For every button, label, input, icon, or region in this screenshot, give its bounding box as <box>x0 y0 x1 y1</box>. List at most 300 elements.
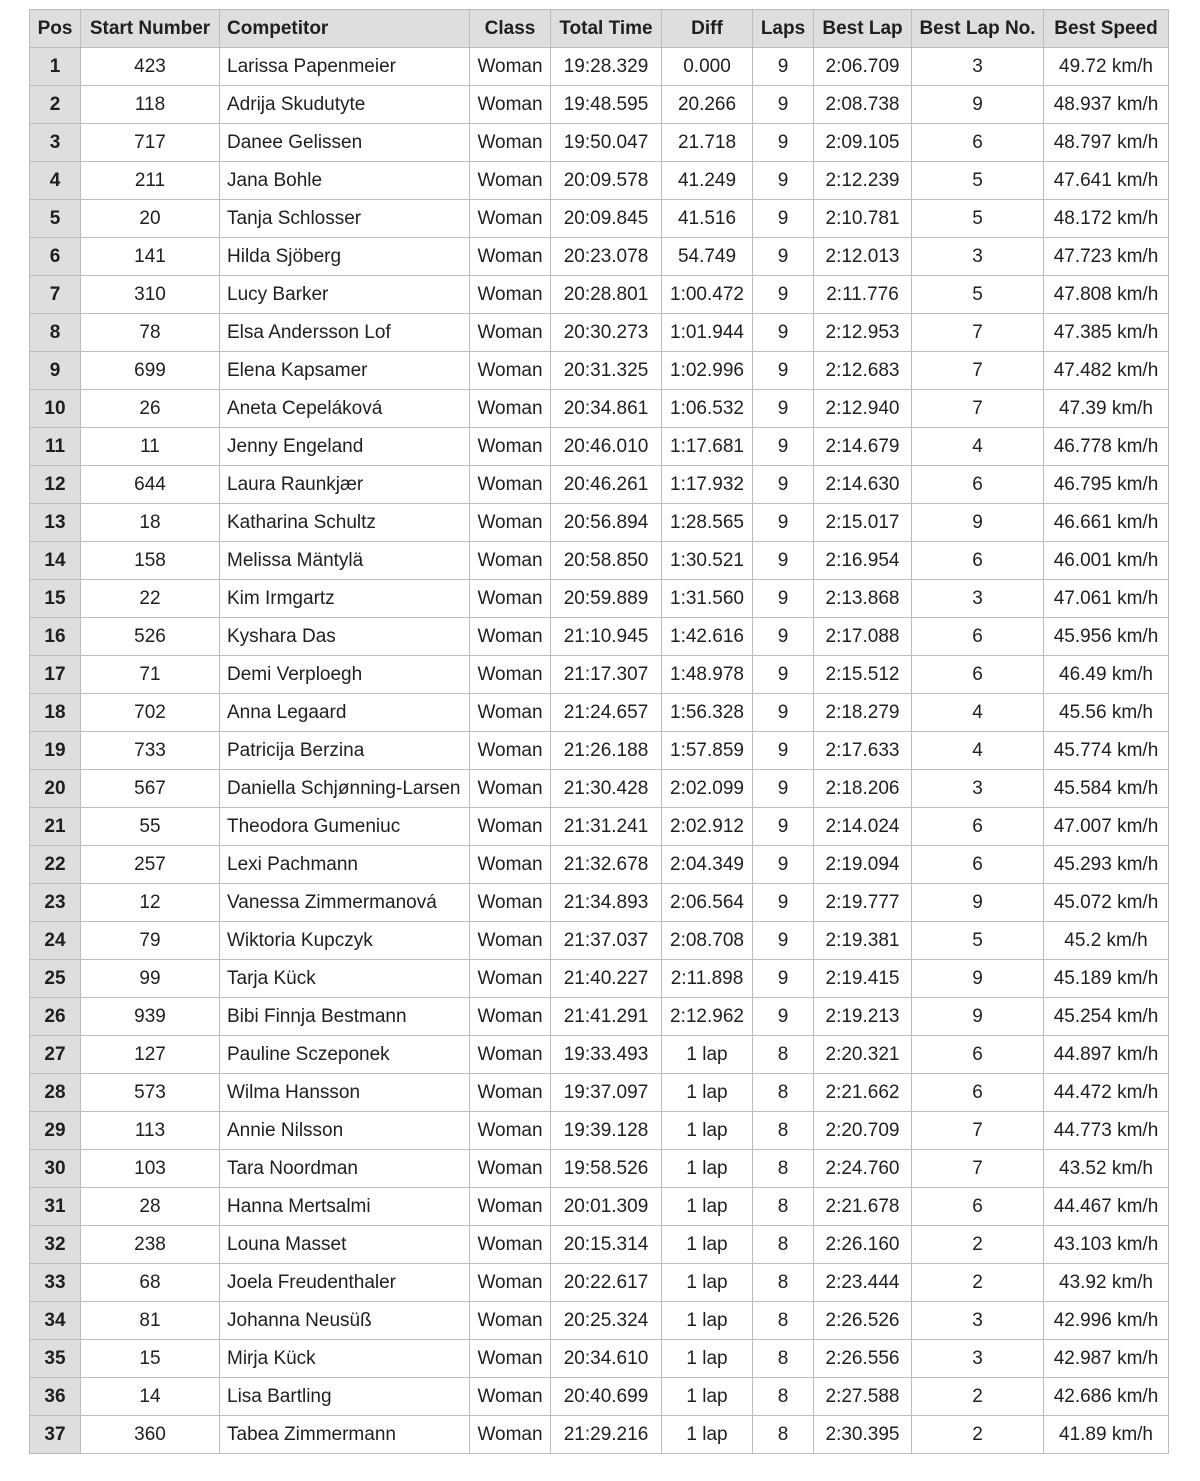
cell-competitor: Tanja Schlosser <box>220 200 470 238</box>
cell-diff: 2:12.962 <box>662 998 753 1036</box>
cell-best-lap: 2:26.526 <box>814 1302 912 1340</box>
cell-class: Woman <box>470 1074 551 1112</box>
cell-start-number: 71 <box>81 656 220 694</box>
table-row <box>30 1302 1169 1340</box>
cell-laps: 8 <box>753 1188 814 1226</box>
cell-best-lap-no: 9 <box>912 504 1044 542</box>
cell-diff: 1:42.616 <box>662 618 753 656</box>
cell-total-time: 20:28.801 <box>551 276 662 314</box>
cell-start-number: 733 <box>81 732 220 770</box>
cell-competitor: Johanna Neusüß <box>220 1302 470 1340</box>
cell-total-time: 21:30.428 <box>551 770 662 808</box>
cell-start-number: 360 <box>81 1416 220 1454</box>
cell-total-time: 19:58.526 <box>551 1150 662 1188</box>
cell-laps: 9 <box>753 390 814 428</box>
cell-best-lap: 2:10.781 <box>814 200 912 238</box>
cell-diff: 41.249 <box>662 162 753 200</box>
cell-competitor: Elsa Andersson Lof <box>220 314 470 352</box>
cell-laps: 9 <box>753 694 814 732</box>
cell-class: Woman <box>470 1150 551 1188</box>
cell-best-speed: 45.189 km/h <box>1044 960 1169 998</box>
cell-best-lap-no: 3 <box>912 1340 1044 1378</box>
cell-class: Woman <box>470 1112 551 1150</box>
cell-competitor: Laura Raunkjær <box>220 466 470 504</box>
cell-best-speed: 46.001 km/h <box>1044 542 1169 580</box>
cell-best-lap-no: 6 <box>912 1188 1044 1226</box>
cell-best-lap-no: 4 <box>912 732 1044 770</box>
cell-pos: 13 <box>30 504 81 542</box>
cell-competitor: Melissa Mäntylä <box>220 542 470 580</box>
cell-class: Woman <box>470 124 551 162</box>
table-row <box>30 998 1169 1036</box>
cell-class: Woman <box>470 694 551 732</box>
cell-class: Woman <box>470 884 551 922</box>
cell-class: Woman <box>470 86 551 124</box>
cell-start-number: 310 <box>81 276 220 314</box>
cell-best-lap: 2:30.395 <box>814 1416 912 1454</box>
cell-best-lap-no: 7 <box>912 352 1044 390</box>
cell-total-time: 19:37.097 <box>551 1074 662 1112</box>
cell-diff: 2:06.564 <box>662 884 753 922</box>
cell-laps: 8 <box>753 1416 814 1454</box>
cell-best-speed: 46.661 km/h <box>1044 504 1169 542</box>
cell-best-lap-no: 6 <box>912 1036 1044 1074</box>
cell-total-time: 20:09.845 <box>551 200 662 238</box>
cell-pos: 25 <box>30 960 81 998</box>
cell-pos: 28 <box>30 1074 81 1112</box>
cell-best-lap-no: 2 <box>912 1416 1044 1454</box>
cell-start-number: 22 <box>81 580 220 618</box>
cell-best-lap-no: 4 <box>912 428 1044 466</box>
cell-competitor: Demi Verploegh <box>220 656 470 694</box>
cell-best-lap: 2:06.709 <box>814 48 912 86</box>
cell-pos: 26 <box>30 998 81 1036</box>
cell-best-speed: 41.89 km/h <box>1044 1416 1169 1454</box>
cell-best-lap: 2:23.444 <box>814 1264 912 1302</box>
cell-competitor: Adrija Skudutyte <box>220 86 470 124</box>
cell-competitor: Daniella Schjønning-Larsen <box>220 770 470 808</box>
cell-start-number: 257 <box>81 846 220 884</box>
cell-best-lap-no: 3 <box>912 238 1044 276</box>
cell-best-lap: 2:21.678 <box>814 1188 912 1226</box>
cell-competitor: Kim Irmgartz <box>220 580 470 618</box>
cell-pos: 12 <box>30 466 81 504</box>
cell-pos: 30 <box>30 1150 81 1188</box>
cell-competitor: Wiktoria Kupczyk <box>220 922 470 960</box>
cell-best-lap: 2:13.868 <box>814 580 912 618</box>
table-row <box>30 352 1169 390</box>
table-row <box>30 1188 1169 1226</box>
cell-best-lap: 2:21.662 <box>814 1074 912 1112</box>
cell-best-speed: 47.723 km/h <box>1044 238 1169 276</box>
cell-diff: 1 lap <box>662 1036 753 1074</box>
cell-laps: 8 <box>753 1074 814 1112</box>
table-row <box>30 694 1169 732</box>
cell-best-speed: 47.061 km/h <box>1044 580 1169 618</box>
cell-laps: 9 <box>753 162 814 200</box>
cell-diff: 1:01.944 <box>662 314 753 352</box>
cell-best-lap: 2:20.321 <box>814 1036 912 1074</box>
cell-pos: 23 <box>30 884 81 922</box>
cell-laps: 9 <box>753 314 814 352</box>
cell-diff: 1:57.859 <box>662 732 753 770</box>
cell-start-number: 423 <box>81 48 220 86</box>
cell-class: Woman <box>470 352 551 390</box>
cell-class: Woman <box>470 580 551 618</box>
cell-diff: 2:04.349 <box>662 846 753 884</box>
cell-class: Woman <box>470 618 551 656</box>
cell-best-speed: 48.797 km/h <box>1044 124 1169 162</box>
cell-best-lap-no: 2 <box>912 1226 1044 1264</box>
cell-laps: 9 <box>753 238 814 276</box>
table-row <box>30 1226 1169 1264</box>
cell-total-time: 21:34.893 <box>551 884 662 922</box>
cell-best-lap: 2:18.206 <box>814 770 912 808</box>
cell-class: Woman <box>470 1378 551 1416</box>
cell-best-speed: 45.584 km/h <box>1044 770 1169 808</box>
cell-competitor: Jana Bohle <box>220 162 470 200</box>
cell-pos: 15 <box>30 580 81 618</box>
cell-laps: 8 <box>753 1378 814 1416</box>
cell-class: Woman <box>470 998 551 1036</box>
cell-class: Woman <box>470 1188 551 1226</box>
table-row <box>30 390 1169 428</box>
cell-pos: 4 <box>30 162 81 200</box>
cell-start-number: 573 <box>81 1074 220 1112</box>
cell-start-number: 567 <box>81 770 220 808</box>
cell-pos: 27 <box>30 1036 81 1074</box>
cell-best-lap: 2:12.239 <box>814 162 912 200</box>
cell-class: Woman <box>470 1036 551 1074</box>
table-row <box>30 770 1169 808</box>
cell-best-lap: 2:19.094 <box>814 846 912 884</box>
cell-laps: 9 <box>753 124 814 162</box>
table-row <box>30 1074 1169 1112</box>
cell-start-number: 644 <box>81 466 220 504</box>
cell-best-speed: 47.39 km/h <box>1044 390 1169 428</box>
cell-best-lap-no: 5 <box>912 162 1044 200</box>
table-row <box>30 48 1169 86</box>
cell-best-lap-no: 6 <box>912 1074 1044 1112</box>
table-row <box>30 1150 1169 1188</box>
cell-pos: 22 <box>30 846 81 884</box>
cell-start-number: 81 <box>81 1302 220 1340</box>
cell-total-time: 20:46.010 <box>551 428 662 466</box>
cell-laps: 9 <box>753 884 814 922</box>
table-row <box>30 732 1169 770</box>
cell-competitor: Annie Nilsson <box>220 1112 470 1150</box>
cell-diff: 1:02.996 <box>662 352 753 390</box>
cell-best-lap-no: 4 <box>912 694 1044 732</box>
cell-class: Woman <box>470 200 551 238</box>
cell-best-lap-no: 6 <box>912 618 1044 656</box>
cell-pos: 16 <box>30 618 81 656</box>
cell-diff: 1:31.560 <box>662 580 753 618</box>
cell-total-time: 20:58.850 <box>551 542 662 580</box>
cell-competitor: Hanna Mertsalmi <box>220 1188 470 1226</box>
cell-class: Woman <box>470 1302 551 1340</box>
cell-best-lap-no: 3 <box>912 580 1044 618</box>
cell-best-lap: 2:19.777 <box>814 884 912 922</box>
cell-start-number: 113 <box>81 1112 220 1150</box>
table-row <box>30 86 1169 124</box>
cell-competitor: Lexi Pachmann <box>220 846 470 884</box>
cell-diff: 2:02.099 <box>662 770 753 808</box>
cell-best-lap: 2:19.213 <box>814 998 912 1036</box>
cell-best-lap-no: 9 <box>912 960 1044 998</box>
cell-pos: 18 <box>30 694 81 732</box>
cell-best-lap-no: 5 <box>912 922 1044 960</box>
cell-total-time: 21:29.216 <box>551 1416 662 1454</box>
cell-best-lap-no: 9 <box>912 884 1044 922</box>
cell-best-lap-no: 9 <box>912 86 1044 124</box>
cell-pos: 21 <box>30 808 81 846</box>
cell-diff: 2:08.708 <box>662 922 753 960</box>
header-start-number: Start Number <box>81 10 220 48</box>
cell-total-time: 19:28.329 <box>551 48 662 86</box>
cell-start-number: 26 <box>81 390 220 428</box>
cell-best-lap: 2:15.512 <box>814 656 912 694</box>
cell-class: Woman <box>470 1340 551 1378</box>
cell-laps: 8 <box>753 1340 814 1378</box>
cell-diff: 1 lap <box>662 1112 753 1150</box>
cell-laps: 8 <box>753 1112 814 1150</box>
header-best-speed: Best Speed <box>1044 10 1169 48</box>
cell-diff: 1 lap <box>662 1226 753 1264</box>
cell-best-lap: 2:11.776 <box>814 276 912 314</box>
table-row <box>30 618 1169 656</box>
table-row <box>30 922 1169 960</box>
cell-best-lap: 2:17.088 <box>814 618 912 656</box>
cell-total-time: 20:34.610 <box>551 1340 662 1378</box>
cell-start-number: 79 <box>81 922 220 960</box>
cell-laps: 9 <box>753 808 814 846</box>
cell-start-number: 127 <box>81 1036 220 1074</box>
cell-competitor: Louna Masset <box>220 1226 470 1264</box>
cell-laps: 9 <box>753 770 814 808</box>
cell-total-time: 21:41.291 <box>551 998 662 1036</box>
cell-diff: 1 lap <box>662 1340 753 1378</box>
cell-best-speed: 47.385 km/h <box>1044 314 1169 352</box>
cell-pos: 19 <box>30 732 81 770</box>
cell-diff: 20.266 <box>662 86 753 124</box>
cell-laps: 9 <box>753 466 814 504</box>
cell-best-lap-no: 5 <box>912 200 1044 238</box>
results-body <box>30 48 1169 1454</box>
cell-competitor: Wilma Hansson <box>220 1074 470 1112</box>
table-row <box>30 466 1169 504</box>
cell-start-number: 15 <box>81 1340 220 1378</box>
cell-pos: 1 <box>30 48 81 86</box>
cell-start-number: 12 <box>81 884 220 922</box>
table-row <box>30 656 1169 694</box>
header-total-time: Total Time <box>551 10 662 48</box>
cell-best-speed: 44.472 km/h <box>1044 1074 1169 1112</box>
cell-laps: 9 <box>753 542 814 580</box>
cell-laps: 9 <box>753 276 814 314</box>
table-row <box>30 276 1169 314</box>
cell-competitor: Anna Legaard <box>220 694 470 732</box>
cell-competitor: Hilda Sjöberg <box>220 238 470 276</box>
cell-class: Woman <box>470 960 551 998</box>
cell-total-time: 21:24.657 <box>551 694 662 732</box>
cell-class: Woman <box>470 162 551 200</box>
cell-best-speed: 45.56 km/h <box>1044 694 1169 732</box>
cell-best-speed: 47.641 km/h <box>1044 162 1169 200</box>
cell-total-time: 21:40.227 <box>551 960 662 998</box>
cell-laps: 9 <box>753 618 814 656</box>
cell-competitor: Theodora Gumeniuc <box>220 808 470 846</box>
cell-best-lap-no: 7 <box>912 1112 1044 1150</box>
cell-class: Woman <box>470 48 551 86</box>
cell-laps: 9 <box>753 200 814 238</box>
cell-best-lap-no: 2 <box>912 1264 1044 1302</box>
cell-total-time: 21:17.307 <box>551 656 662 694</box>
header-row <box>30 10 1169 48</box>
cell-total-time: 20:59.889 <box>551 580 662 618</box>
cell-best-lap-no: 6 <box>912 466 1044 504</box>
cell-diff: 2:11.898 <box>662 960 753 998</box>
table-row <box>30 1036 1169 1074</box>
cell-competitor: Tarja Kück <box>220 960 470 998</box>
cell-class: Woman <box>470 504 551 542</box>
table-row <box>30 542 1169 580</box>
cell-pos: 8 <box>30 314 81 352</box>
cell-laps: 9 <box>753 732 814 770</box>
cell-laps: 9 <box>753 998 814 1036</box>
cell-competitor: Elena Kapsamer <box>220 352 470 390</box>
cell-pos: 9 <box>30 352 81 390</box>
cell-best-lap: 2:17.633 <box>814 732 912 770</box>
cell-class: Woman <box>470 770 551 808</box>
cell-total-time: 20:56.894 <box>551 504 662 542</box>
cell-competitor: Bibi Finnja Bestmann <box>220 998 470 1036</box>
cell-competitor: Lucy Barker <box>220 276 470 314</box>
cell-total-time: 21:31.241 <box>551 808 662 846</box>
table-row <box>30 428 1169 466</box>
cell-best-lap-no: 5 <box>912 276 1044 314</box>
cell-total-time: 19:50.047 <box>551 124 662 162</box>
cell-best-lap-no: 7 <box>912 390 1044 428</box>
cell-best-speed: 46.795 km/h <box>1044 466 1169 504</box>
cell-best-speed: 45.254 km/h <box>1044 998 1169 1036</box>
cell-best-lap-no: 3 <box>912 48 1044 86</box>
cell-competitor: Tabea Zimmermann <box>220 1416 470 1454</box>
cell-best-lap: 2:14.630 <box>814 466 912 504</box>
cell-total-time: 20:40.699 <box>551 1378 662 1416</box>
cell-start-number: 28 <box>81 1188 220 1226</box>
cell-class: Woman <box>470 656 551 694</box>
cell-best-speed: 42.686 km/h <box>1044 1378 1169 1416</box>
cell-pos: 35 <box>30 1340 81 1378</box>
header-best-lap-no: Best Lap No. <box>912 10 1044 48</box>
cell-pos: 6 <box>30 238 81 276</box>
cell-diff: 1:06.532 <box>662 390 753 428</box>
cell-class: Woman <box>470 390 551 428</box>
cell-laps: 9 <box>753 48 814 86</box>
cell-best-lap-no: 6 <box>912 656 1044 694</box>
cell-total-time: 21:37.037 <box>551 922 662 960</box>
cell-diff: 1:00.472 <box>662 276 753 314</box>
cell-laps: 9 <box>753 656 814 694</box>
cell-total-time: 21:10.945 <box>551 618 662 656</box>
cell-diff: 1 lap <box>662 1416 753 1454</box>
table-row <box>30 580 1169 618</box>
cell-best-speed: 45.956 km/h <box>1044 618 1169 656</box>
cell-start-number: 939 <box>81 998 220 1036</box>
table-row <box>30 1416 1169 1454</box>
cell-best-lap-no: 7 <box>912 1150 1044 1188</box>
cell-best-speed: 45.2 km/h <box>1044 922 1169 960</box>
cell-laps: 9 <box>753 504 814 542</box>
cell-best-lap-no: 2 <box>912 1378 1044 1416</box>
cell-best-lap: 2:14.024 <box>814 808 912 846</box>
cell-best-lap: 2:19.415 <box>814 960 912 998</box>
cell-diff: 1:30.521 <box>662 542 753 580</box>
cell-total-time: 20:22.617 <box>551 1264 662 1302</box>
cell-pos: 24 <box>30 922 81 960</box>
cell-pos: 3 <box>30 124 81 162</box>
table-row <box>30 1378 1169 1416</box>
cell-diff: 2:02.912 <box>662 808 753 846</box>
table-row <box>30 884 1169 922</box>
cell-pos: 14 <box>30 542 81 580</box>
cell-start-number: 141 <box>81 238 220 276</box>
cell-pos: 31 <box>30 1188 81 1226</box>
cell-best-lap: 2:12.683 <box>814 352 912 390</box>
cell-best-lap: 2:12.013 <box>814 238 912 276</box>
cell-laps: 8 <box>753 1036 814 1074</box>
cell-best-speed: 47.482 km/h <box>1044 352 1169 390</box>
cell-best-speed: 45.072 km/h <box>1044 884 1169 922</box>
cell-start-number: 158 <box>81 542 220 580</box>
header-laps: Laps <box>753 10 814 48</box>
cell-diff: 1 lap <box>662 1074 753 1112</box>
cell-start-number: 118 <box>81 86 220 124</box>
cell-laps: 9 <box>753 922 814 960</box>
header-pos: Pos <box>30 10 81 48</box>
cell-diff: 0.000 <box>662 48 753 86</box>
cell-start-number: 14 <box>81 1378 220 1416</box>
table-row <box>30 846 1169 884</box>
cell-best-lap: 2:26.160 <box>814 1226 912 1264</box>
cell-pos: 36 <box>30 1378 81 1416</box>
cell-laps: 9 <box>753 960 814 998</box>
cell-start-number: 238 <box>81 1226 220 1264</box>
cell-best-speed: 46.49 km/h <box>1044 656 1169 694</box>
cell-total-time: 20:15.314 <box>551 1226 662 1264</box>
cell-laps: 8 <box>753 1302 814 1340</box>
cell-competitor: Joela Freudenthaler <box>220 1264 470 1302</box>
cell-class: Woman <box>470 808 551 846</box>
cell-laps: 9 <box>753 428 814 466</box>
cell-best-lap: 2:14.679 <box>814 428 912 466</box>
cell-best-lap: 2:24.760 <box>814 1150 912 1188</box>
cell-total-time: 20:23.078 <box>551 238 662 276</box>
cell-best-lap: 2:09.105 <box>814 124 912 162</box>
cell-pos: 17 <box>30 656 81 694</box>
cell-best-lap: 2:26.556 <box>814 1340 912 1378</box>
cell-total-time: 21:26.188 <box>551 732 662 770</box>
cell-best-speed: 44.467 km/h <box>1044 1188 1169 1226</box>
cell-diff: 1:28.565 <box>662 504 753 542</box>
cell-best-speed: 42.987 km/h <box>1044 1340 1169 1378</box>
table-row <box>30 808 1169 846</box>
cell-competitor: Tara Noordman <box>220 1150 470 1188</box>
table-row <box>30 238 1169 276</box>
cell-class: Woman <box>470 276 551 314</box>
cell-total-time: 20:46.261 <box>551 466 662 504</box>
